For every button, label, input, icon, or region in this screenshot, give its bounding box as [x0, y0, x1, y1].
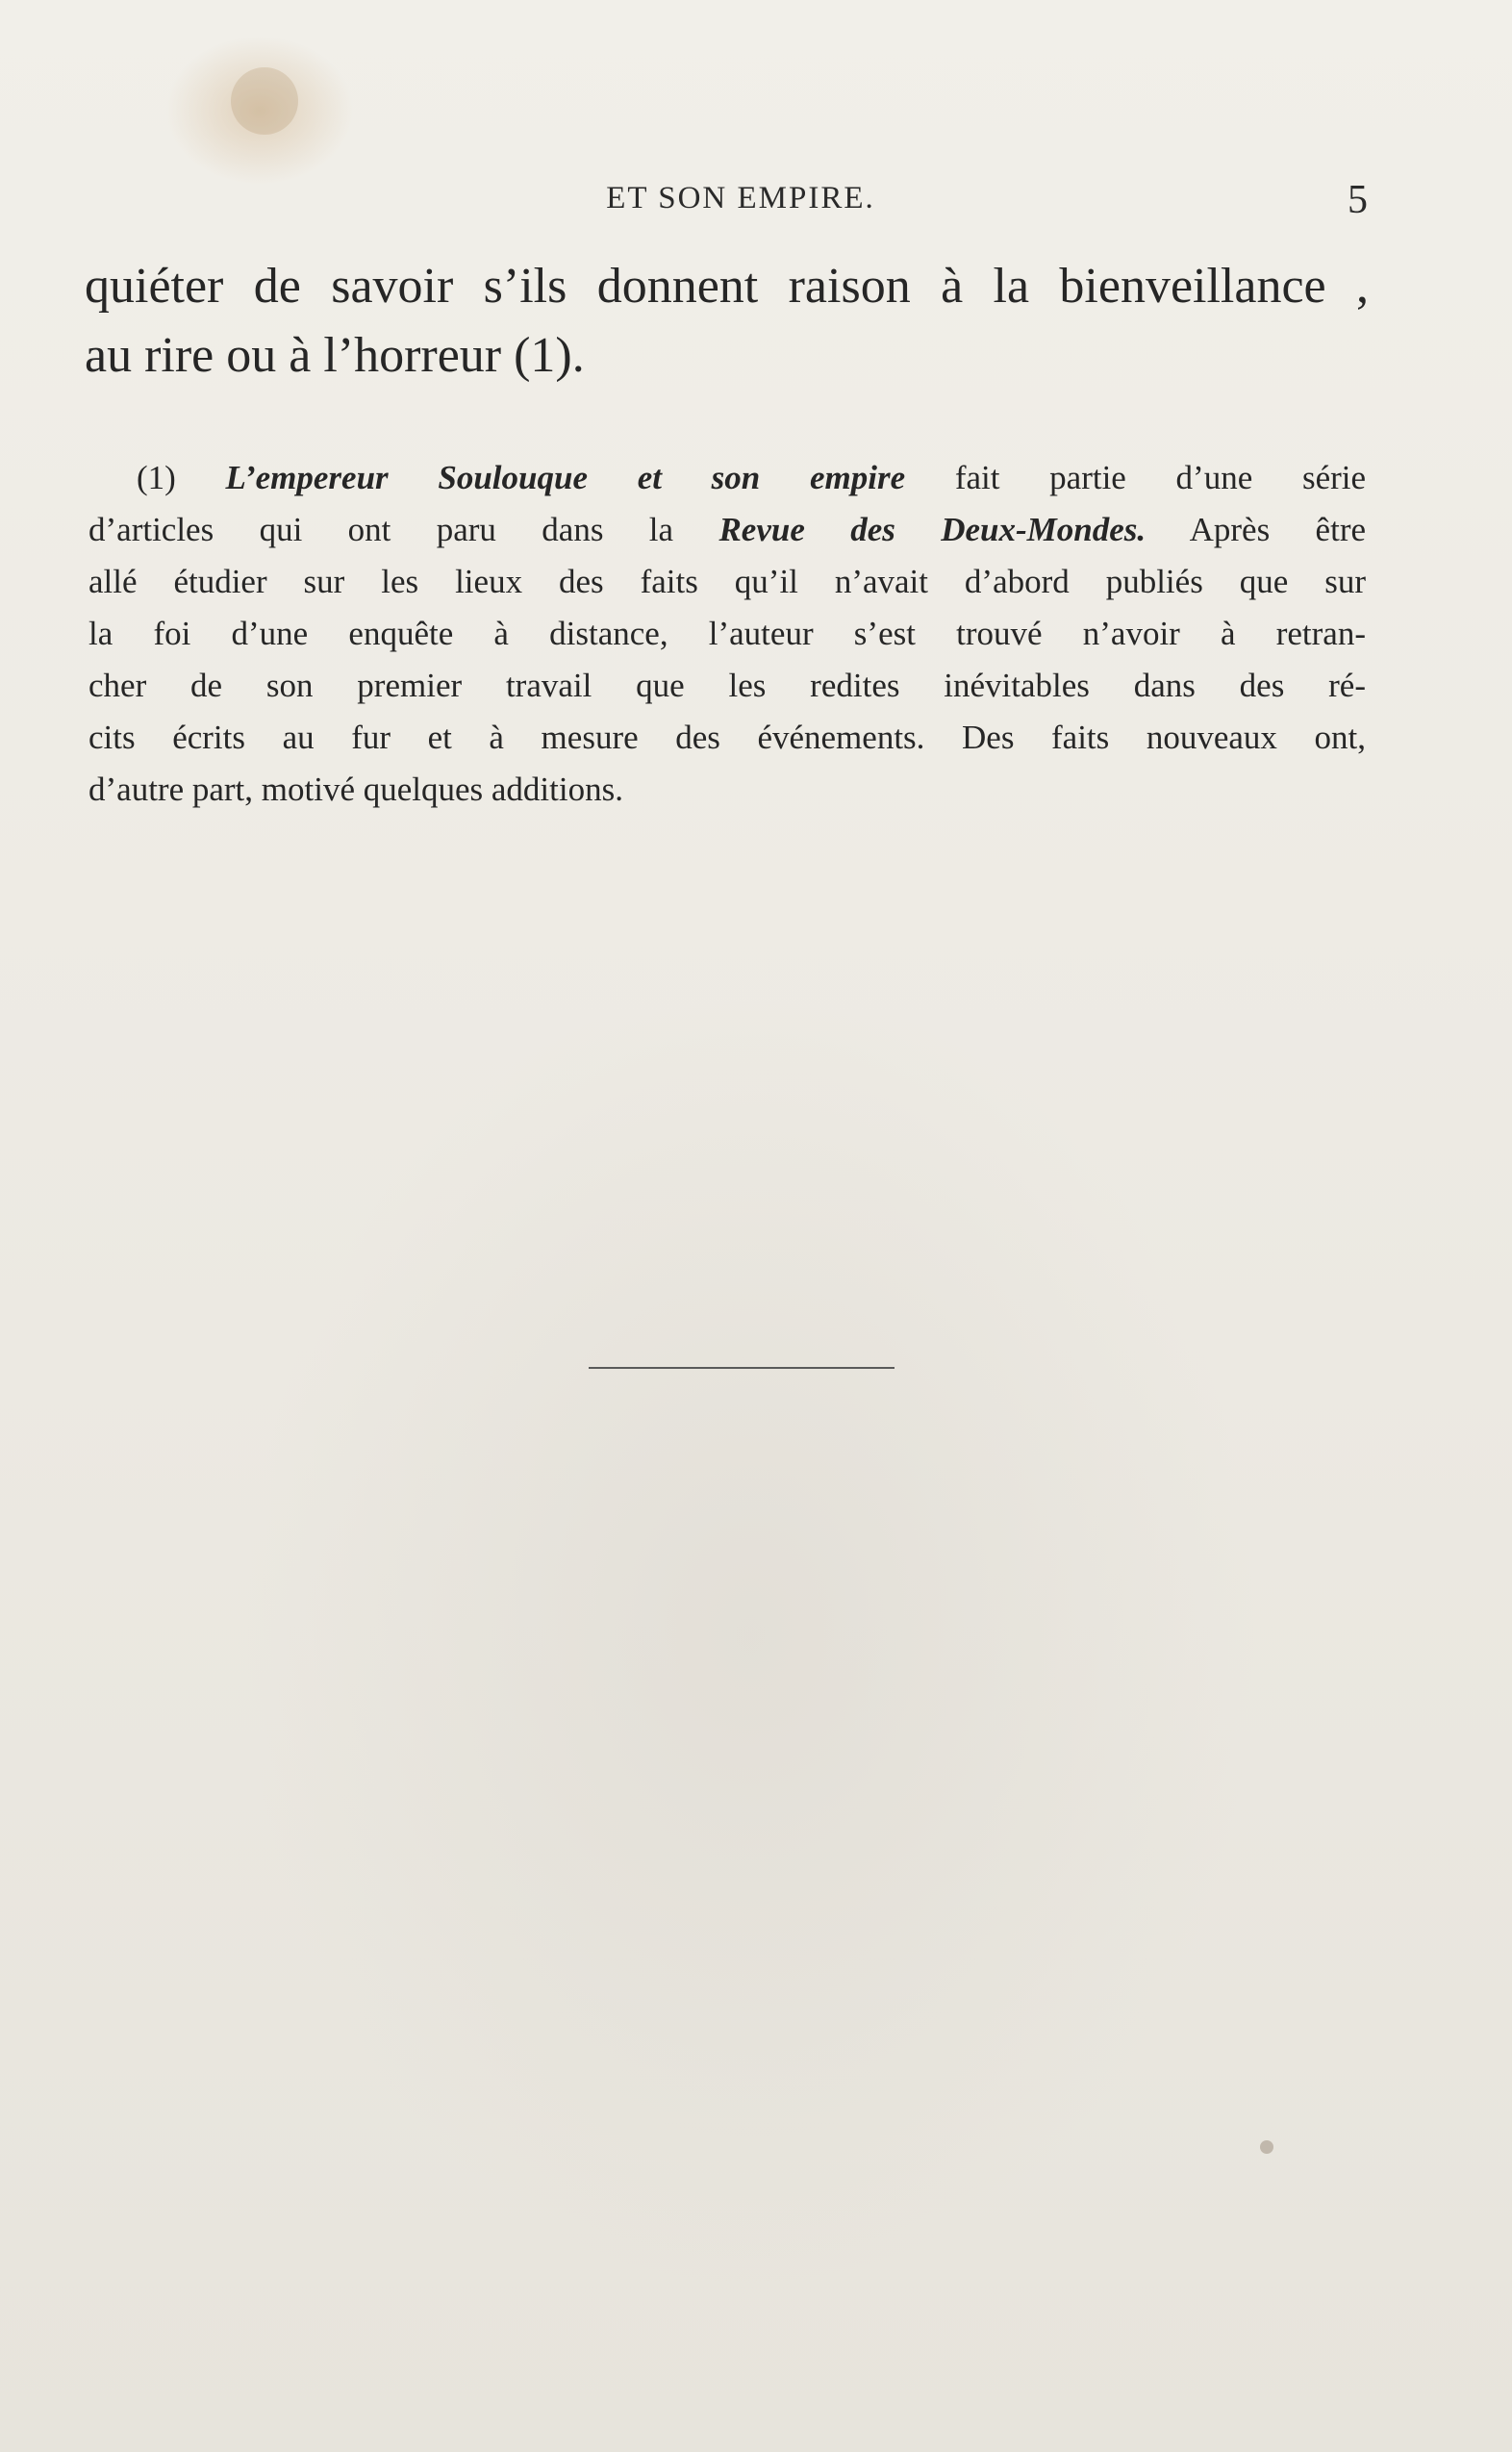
page-number: 5	[1348, 178, 1368, 222]
section-divider	[589, 1367, 895, 1369]
body-paragraph	[85, 252, 1369, 391]
paper-stain	[1260, 2140, 1273, 2154]
footnote-line: cits écrits au fur et à mesure des événements. Des faits nouveaux ont,	[88, 719, 1366, 756]
footnote-line: d’autre part, motivé quelques additions.	[88, 771, 623, 808]
footnote-work-title: L’empereur Soulouque et son empire	[225, 459, 906, 496]
footnote-text: Après être	[1189, 511, 1367, 548]
footnote-line: cher de son premier travail que les redites inévitables dans des ré-	[88, 667, 1366, 704]
paper-stain	[231, 67, 298, 135]
body-line: au rire ou à l’horreur (1).	[85, 328, 585, 383]
footnote-line: allé étudier sur les lieux des faits qu’il n’avait d’abord publiés que sur	[88, 563, 1366, 600]
footnote-text: fait partie d’une série	[954, 459, 1367, 496]
footnote-line	[88, 452, 1366, 504]
footnote-text: d’articles qui ont paru dans la	[88, 511, 674, 548]
footnote-journal-title: Revue des Deux-Mondes.	[718, 511, 1147, 548]
footnote-marker: (1)	[137, 459, 176, 496]
footnote-line: la foi d’une enquête à distance, l’auteur s’est trouvé n’avoir à retran-	[88, 615, 1366, 652]
body-line: quiéter de savoir s’ils donnent raison à la bienveillance ,	[85, 259, 1369, 314]
footnote	[88, 452, 1366, 816]
footnote-line	[88, 504, 1366, 556]
running-head	[0, 178, 1512, 222]
running-title: ET SON EMPIRE.	[606, 181, 875, 215]
